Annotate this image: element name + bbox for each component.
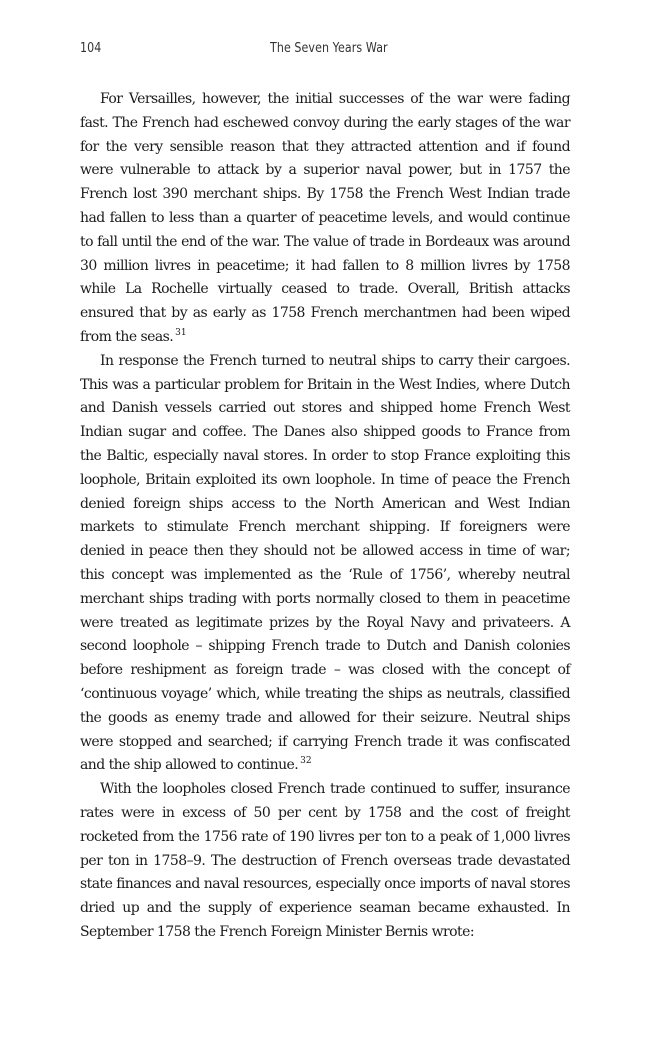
- paragraph-text: For Versailles, however, the initial successes of the war were fading fast. The French had eschewed convoy during the early stages of the war for the very sensible reason that they attracted attention and if found were vulnerable to attack by a superior naval power, but in 1757 the French lost 390 merchant ships. By 1758 the French West Indian trade had fallen to less than a quarter of peacetime levels, and would continue to fall until the end of the war. The value of trade in Bordeaux was around 30 million livres in peacetime; it had fallen to 8 million livres by 1758 while La Rochelle virtually ceased to trade. Overall, British attacks ensured that by as early as 1758 French merchantmen had been wiped from the seas.: [80, 91, 570, 345]
- body-text: [80, 88, 570, 945]
- page-number: 104: [80, 40, 102, 56]
- footnote-marker: 31: [175, 327, 187, 338]
- running-head: [80, 40, 570, 62]
- paragraph-text: In response the French turned to neutral ships to carry their cargoes. This was a particular problem for Britain in the West Indies, where Dutch and Danish vessels carried out stores and shipped home French West Indian sugar and coffee. The Danes also shipped goods to France from the Baltic, especially naval stores. In order to stop France exploiting this loophole, Britain exploited its own loophole. In time of peace the French denied foreign ships access to the North American and West Indian markets to stimulate French merchant shipping. If foreigners were denied in peace then they should not be allowed access in time of war; this concept was implemented as the ‘Rule of 1756’, whereby neutral merchant ships trading with ports normally closed to them in peacetime were treated as legitimate prizes by the Royal Navy and privateers. A second loophole – shipping French trade to Dutch and Danish colonies before reshipment as foreign trade – was closed with the concept of ‘continuous voyage’ which, while treating the ships as neutrals, classified the goods as enemy trade and allowed for their seizure. Neutral ships were stopped and searched; if carrying French trade it was confiscated and the ship allowed to continue.: [80, 352, 570, 774]
- book-title: The Seven Years War: [270, 40, 388, 56]
- paragraph: [80, 88, 570, 350]
- paragraph-text: With the loopholes closed French trade continued to suffer, insurance rates were in excess of 50 per cent by 1758 and the cost of freight rocketed from the 1756 rate of 190 livres per ton to a peak of 1,000 livres per ton in 1758–9. The destruction of French overseas trade devastated state finances and naval resources, especially once imports of naval stores dried up and the supply of experience seaman became exhausted. In September 1758 the French Foreign Minister Bernis wrote:: [80, 781, 570, 940]
- paragraph: [80, 778, 570, 945]
- paragraph: [80, 350, 570, 778]
- footnote-marker: 32: [300, 756, 312, 767]
